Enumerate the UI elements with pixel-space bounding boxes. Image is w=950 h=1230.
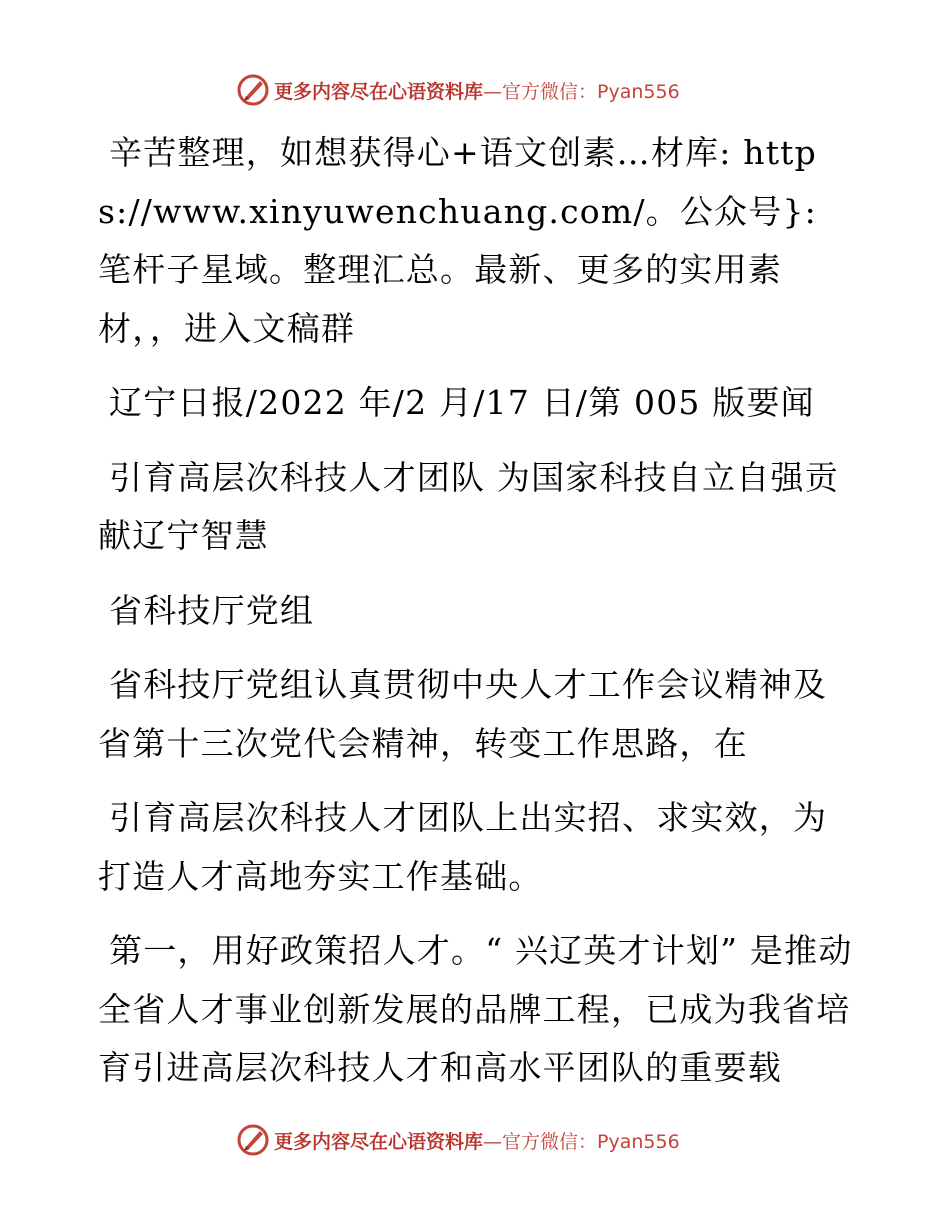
watermark-text: 更多内容尽在心语资料库—官方微信：Pyan556 xyxy=(274,1130,680,1153)
article-title: 引育高层次科技人才团队 为国家科技自立自强贡献辽宁智慧 xyxy=(98,457,839,555)
source-line: 辽宁日报/2022 年/2 月/17 日/第 005 版要闻 xyxy=(109,383,815,422)
article-author: 省科技厅党组 xyxy=(109,590,315,630)
quill-pen-logo-icon xyxy=(236,73,270,107)
body-paragraph: 省科技厅党组认真贯彻中央人才工作会议精神及省第十三次党代会精神，转变工作思路，在 xyxy=(98,665,828,763)
watermark-text: 更多内容尽在心语资料库—官方微信：Pyan556 xyxy=(274,80,680,103)
body-paragraph: 引育高层次科技人才团队上出实招、求实效，为打造人才高地夯实工作基础。 xyxy=(98,798,828,896)
intro-paragraph: 辛苦整理，如想获得心+语文创素…材库: https://www.xinyuwenchuang.com/。公众号}: 笔杆子星域。整理汇总。最新、更多的实用素材，，进入文稿群 xyxy=(98,133,817,348)
header-watermark-banner xyxy=(236,72,716,108)
quill-pen-logo-icon xyxy=(236,1123,270,1157)
document-body xyxy=(98,124,858,1114)
footer-watermark-banner xyxy=(236,1122,716,1158)
body-paragraph: 第一，用好政策招人才。“ 兴辽英才计划” 是推动全省人才事业创新发展的品牌工程，已成为我省培育引进高层次科技人才和高水平团队的重要载 xyxy=(98,931,853,1087)
